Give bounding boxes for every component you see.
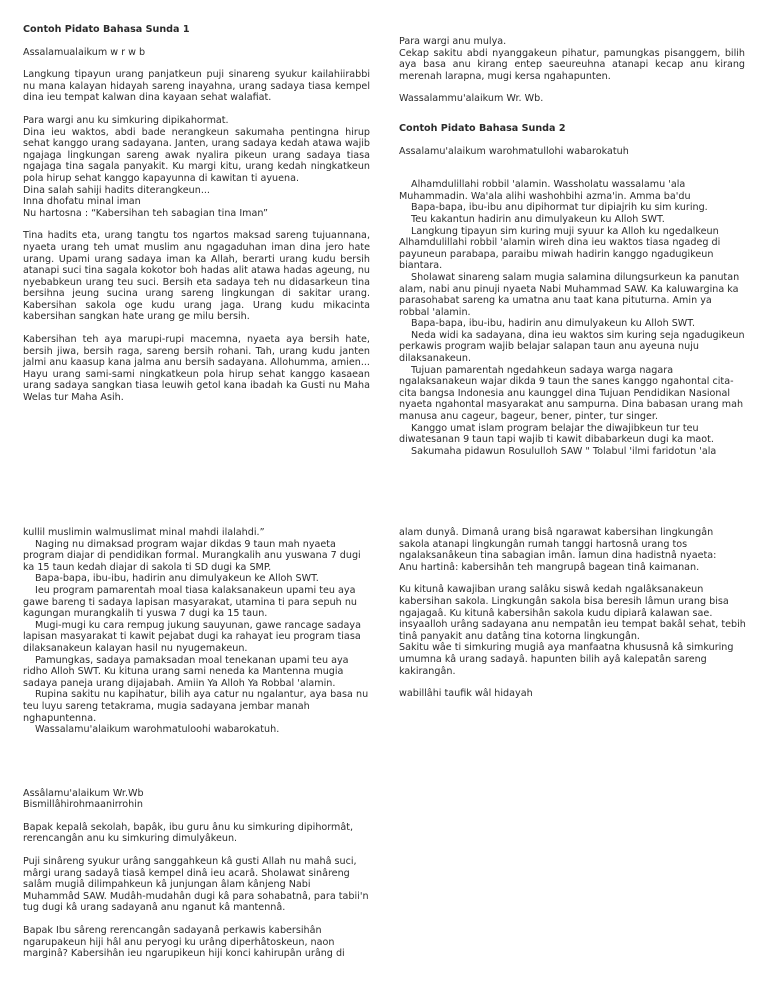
speech-2-line: Pamungkas, sadaya pamaksadan moal tenekanan upami teu aya ridho Alloh SWT. Ku kituna urang sami neneda ka Mantenna mugia sadaya paneja urang dijajabah. Amiin Ya Alloh Ya Robbal 'alamin. xyxy=(23,654,349,689)
speech-1-paragraph: Langkung tipayun urang panjatkeun puji sinareng syukur kailahiirabbi nu mana kalayan hidayah sareng inayahna, urang sadaya tiasa kempel dina ieu tempat kalwan dina kayaan sehat walafiat. xyxy=(23,69,370,104)
speech-2-line: Mugi-mugi ku cara rempug jukung sauyunan, gawe rancage sadaya lapisan masyarakat ti kawit pejabat dugi ka rahayat ieu program tiasa dilaksanakeun kalayan hasil nu nyugemakeun. xyxy=(23,619,361,654)
speech-2-line: Langkung tipayun sim kuring muji syuur ka Alloh ku ngedalkeun Alhamdulillahi robbil 'alamin wireh dina ieu waktos tiasa ngadeg di payuneun parabapa, paraibu miwah hadirin kanggo ngadugikeun biantara. xyxy=(399,225,721,272)
speech-2-continued xyxy=(23,527,370,736)
page2-right-column xyxy=(399,527,746,711)
speech-1-paragraph: Para wargi anu ku simkuring dipikahormat. Dina ieu waktos, abdi bade nerangkeun sakumaha pentingna hirup sehat kanggo urang sadayana. Janten, urang sadaya kedah atawa wajib ngajaga lingkungan sareng awak nyalira pikeun urang sadaya tiasa ngajaga tina sagala panyakit. Ku margi kitu, urang kedah ningkatkeun pola hirup sehat kanggo kapayunna di kawitan ti ayuena. Dina salah sahiji hadits diterangkeun... Inna dhofatu minal iman Nu hartosna : “Kabersihan teh sabagian tina Iman” xyxy=(23,114,370,219)
speech-1-paragraph: Kabersihan teh aya marupi-rupi macemna, nyaeta aya bersih hate, bersih jiwa, bersih raga, sareng bersih rohani. Tah, urang kudu janten jalmi anu kaasup kana jalma anu bersih sadayana. Allohumma, amien... Hayu urang sami-sami ningkatkeun pola hirup sehat kanggo kasaean urang sadaya sangkan tiasa leuwih getol kana ibadah ka Gusti nu Maha Welas tur Maha Asih. xyxy=(23,334,370,404)
speech-2-line: Sakumaha pidawun Rosululloh SAW " Tolabul 'ilmi faridotun 'ala xyxy=(411,445,717,457)
speech-3-paragraph: Bapak Ibu sâreng rerencangân sadayanâ perkawis kabersihân ngarupakeun hiji hâl anu peryogi ku urâng diperhâtoskeun, naon marginâ? Kabersihân ieu ngarupikeun hiji konci kahirupân urâng di xyxy=(23,925,345,960)
speech-1-title: Contoh Pidato Bahasa Sunda 1 xyxy=(23,24,190,35)
speech-2-line: Bapa-bapa, ibu-ibu, hadirin anu dimulyakeun ke Alloh SWT. xyxy=(35,573,319,585)
page1-left-column xyxy=(23,24,370,415)
speech-2-greeting: Assalamu'alaikum warohmatullohi wabarokatuh xyxy=(399,145,629,157)
speech-2-title: Contoh Pidato Bahasa Sunda 2 xyxy=(399,122,566,134)
speech-2-line: kullil muslimin walmuslimat minal mahdi ilalahdi.” xyxy=(23,527,265,538)
speech-2-line: Teu kakantun hadirin anu dimulyakeun ku Alloh SWT. xyxy=(411,213,665,225)
speech-2-line: Naging nu dimaksad program wajar dikdas 9 taun mah nyaeta program diajar di pendidikan formal. Murangkalih anu yuswana 7 dugi ka 15 taun kedah diajar di sakola ti SD dugi ka SMP. xyxy=(23,538,361,573)
speech-1-paragraph: Tina hadits eta, urang tangtu tos ngartos maksad sareng tujuannana, nyaeta urang teh umat muslim anu ngagaduhan iman dina jero hate urang. Upami urang sadaya iman ka Allah, berarti urang kudu bersih atanapi suci tina sagala kokotor boh hadas alit atawa hadas ageung, nu nyebabkeun urang teu suci. Bersih eta sadaya teh nu didasarkeun tina bersihna jeung sucina urang sareng lingkungan di sakitar urang. Kabersihan sakola oge kudu urang jaga. Urang kudu mikacinta kabersihan sangkan hate urang ge milu bersih. xyxy=(23,230,370,323)
speech-2-line: Kanggo umat islam program belajar the diwajibkeun tur teu diwatesanan 9 taun tapi wajib ti kawit dibabarkeun dugi ka maot. xyxy=(399,422,714,446)
speech-1-closing: Wassalammu'alaikum Wr. Wb. xyxy=(399,93,544,105)
speech-3-paragraph: Ku kitunâ kawajiban urang salâku siswâ kedah ngalâksanakeun kabersihan sakola. Lingkungân sakola bisa beresih lâmun urang bisa ngajagaâ. Ku kitunâ kabersihân sakola kudu dipiarâ kalawan sae. insyaalloh urâng sadayana anu nempatân ieu tempat bakâl sehat, tebih tinâ panyakit anu datâng tina kotorna lingkungân. Sakitu wâe ti simkuring mugiâ aya manfaatna khususnâ kâ simkuring umumna kâ urang sadayâ. hapunten bilih ayâ kalepatân sareng kakirangân. xyxy=(399,584,746,677)
speech-2-line: Bapa-bapa, ibu-ibu anu dipihormat tur dipiajrih ku sim kuring. xyxy=(411,202,708,214)
speech-3-paragraph: alam dunyâ. Dimanâ urang bisâ ngarawat kabersihan lingkungân sakola atanapi lingkungân rumah tanggi hartosnâ urang tos ngalaksanâkeun tina sabagian imân. Îamun dina hadistnâ nyaeta: Anu hartinâ: kabersihân teh mangrupâ bagean tinâ kaimanan. xyxy=(399,527,717,573)
speech-2-line: Tujuan pamarentah ngedahkeun sadaya warga nagara ngalaksanakeun wajar dikda 9 taun the sanes kanggo ngahontal cita-cita bangsa Indonesia anu kaunggel dina Tujuan Pendidikan Nasional nyaeta ngahontal masyarakat anu sampurna. Dina babasan urang mah manusa anu cageur, bageur, bener, pinter, tur singer. xyxy=(399,364,744,423)
speech-2-line: Neda widi ka sadayana, dina ieu waktos sim kuring seja ngadugikeun perkawis program wajib belajar salapan taun anu ayeuna nuju dilaksanakeun. xyxy=(399,329,745,365)
speech-2-line: Alhamdulillahi robbil 'alamin. Wassholatu wassalamu 'ala Muhammadin. Wa'ala alihi washohbihi azma'in. Amma ba'du xyxy=(399,179,691,202)
speech-3-greeting: Assâlamu'alaikum Wr.Wb Bismillâhirohmaanirrohin xyxy=(23,787,144,811)
speech-2-line: Sholawat sinareng salam mugia salamina dilungsurkeun ka panutan alam, nabi anu pinuji nyaeta Nabi Muhammad SAW. Ka kaluwargina ka parasohabat sareng ka umatna anu taat kana pituturna. Amin ya robbal 'alamin. xyxy=(399,271,740,318)
speech-2-body xyxy=(399,179,745,457)
speech-2-line: Bapa-bapa, ibu-ibu, hadirin anu dimulyakeun ku Alloh SWT. xyxy=(411,318,696,330)
speech-2-line: Ieu program pamarentah moal tiasa kalaksanakeun upami teu aya gawe bareng ti sadaya lapisan masyarakat, utamina ti para sepuh nu kagungan murangkalih ti yuswa 7 dugi ka 15 taun. xyxy=(23,584,357,620)
page1-right-column xyxy=(399,36,745,457)
speech-2-line: Wassalamu'alaikum warohmatuloohi wabarokatuh. xyxy=(35,724,280,736)
page2-left-column xyxy=(23,527,370,971)
speech-3-closing: wabillâhi taufik wâl hidayah xyxy=(399,688,533,700)
speech-3-paragraph: Bapak kepalâ sekolah, bapâk, ibu guru ânu ku simkuring dipihormât, rerencangân anu ku simkuring dimulyâkeun. xyxy=(23,821,354,845)
speech-2-line: Rupina sakitu nu kapihatur, bilih aya catur nu ngalantur, aya basa nu teu luyu sareng tetakrama, mugia sadayana jembar manah nghapuntenna. xyxy=(23,689,369,724)
speech-1-closing-paragraph: Para wargi anu mulya. Cekap sakitu abdi nyanggakeun pihatur, pamungkas pisanggem, bilih aya basa anu kirang entep saeureuhna atanapi kecap anu kirang merenah larapna, mugi kersa ngahapunten. xyxy=(399,36,745,82)
speech-1-greeting: Assalamualaikum w r w b xyxy=(23,46,146,58)
speech-3-paragraph: Puji sinâreng syukur urâng sanggahkeun kâ gusti Allah nu mahâ suci, mârgi urang sadayâ tiasâ kempel dinâ ieu acarâ. Sholawat sinâreng salâm mugiâ dilimpahkeun kâ junjungan âlam kânjeng Nabi Muhammâd SAW. Mudâh-mudahân dugi kâ para sohabatnâ, para tabii'n tug dugi kâ urang sadayanâ anu nganut kâ mantennâ. xyxy=(23,856,369,914)
